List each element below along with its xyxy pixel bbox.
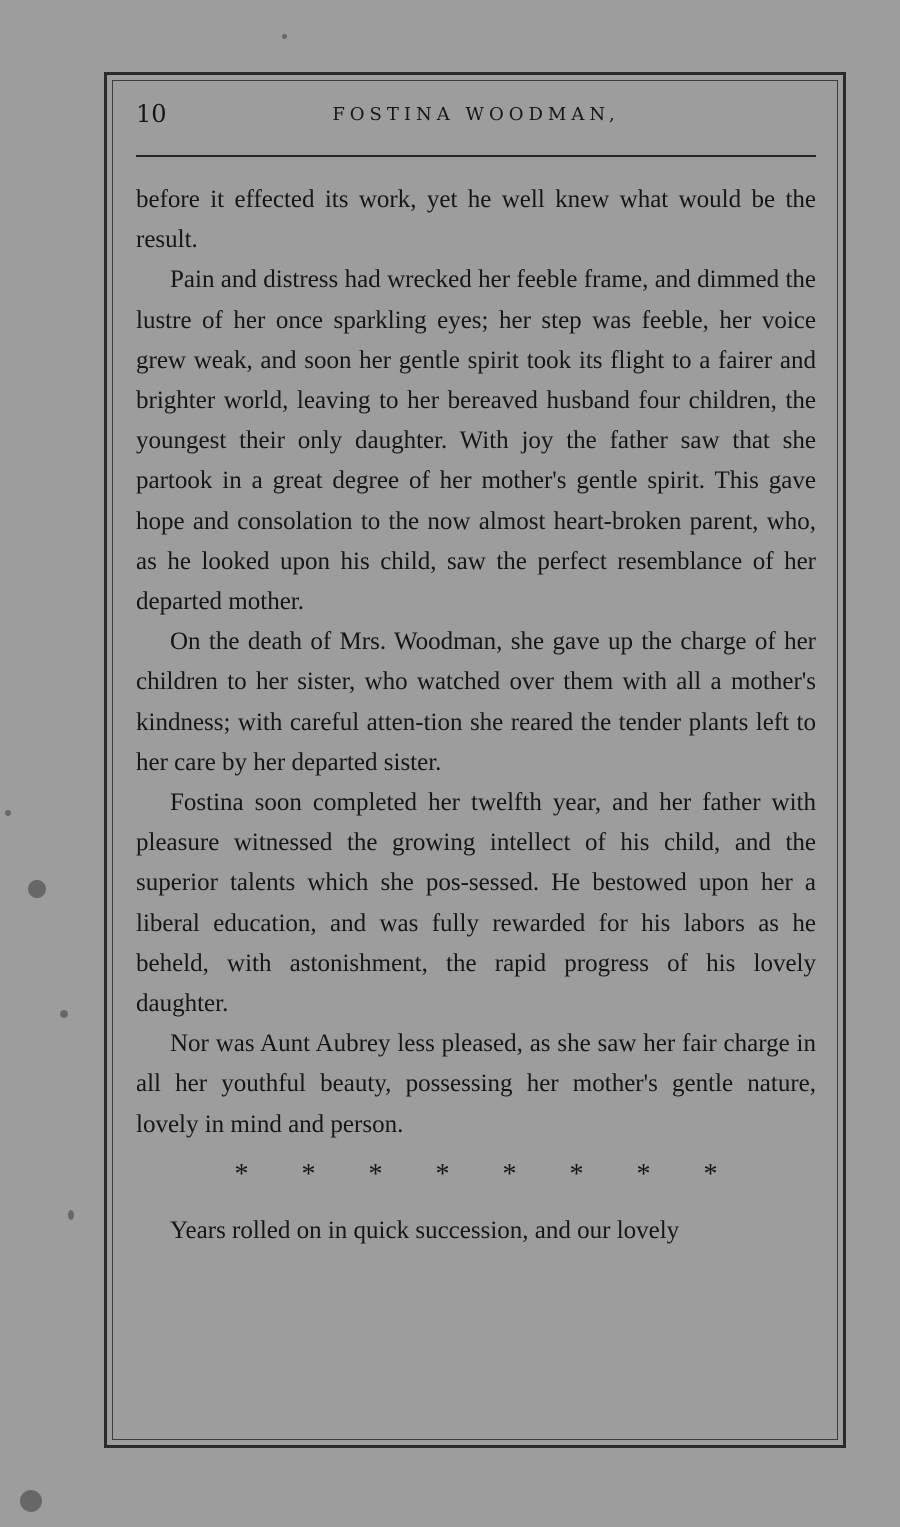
page-header: [136, 96, 816, 136]
ink-speck: [5, 810, 11, 816]
running-title: FOSTINA WOODMAN,: [332, 104, 620, 125]
section-separator: * * * * * * * *: [234, 1158, 718, 1190]
page-number: 10: [136, 100, 167, 128]
ink-speck: [60, 1010, 68, 1018]
ink-speck: [28, 880, 46, 898]
ink-speck: [282, 34, 287, 39]
page-body: [136, 180, 816, 1251]
paragraph: Nor was Aunt Aubrey less pleased, as she saw her fair charge in all her youthful beauty, possessing her mother's gentle nature, lovely in mind and person.: [136, 1030, 816, 1138]
paragraph: On the death of Mrs. Woodman, she gave up the charge of her children to her sister, who watched over them with all a mother's kindness; with careful atten-tion she reared the tender plants left to her care by her departed sister.: [136, 628, 816, 776]
paragraph-final-line: Years rolled on in quick succession, and our lovely: [170, 1217, 680, 1245]
ink-speck: [68, 1210, 74, 1220]
header-rule: [136, 155, 816, 157]
paragraph: Fostina soon completed her twelfth year, and her father with pleasure witnessed the growing intellect of his child, and the superior talents which she pos-sessed. He bestowed upon her a liberal education, and was fully rewarded for his labors as he beheld, with astonishment, the rapid progress of his lovely daughter.: [136, 789, 816, 1018]
paragraph: Pain and distress had wrecked her feeble frame, and dimmed the lustre of her once sparkling eyes; her step was feeble, her voice grew weak, and soon her gentle spirit took its flight to a fairer and brighter world, leaving to her bereaved husband four children, the youngest their only daughter. With joy the father saw that she partook in a great degree of her mother's gentle spirit. This gave hope and consolation to the now almost heart-broken parent, who, as he looked upon his child, saw the perfect resemblance of her departed mother.: [136, 266, 816, 616]
paragraph: before it effected its work, yet he well knew what would be the result.: [136, 186, 816, 254]
ink-speck: [20, 1490, 42, 1512]
